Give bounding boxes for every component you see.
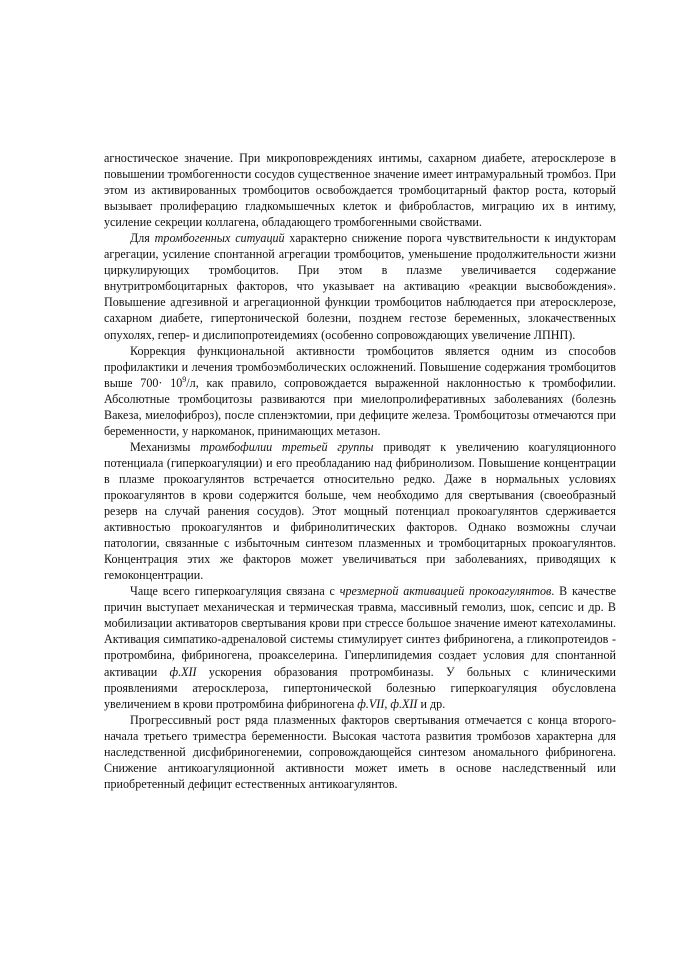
- text-segment: и др.: [417, 696, 446, 711]
- italic-term: тромбофилии третьей группы: [200, 439, 374, 454]
- italic-term: ф.XII: [390, 696, 418, 711]
- italic-term: чрезмерной активацией прокоагулянтов: [339, 584, 552, 599]
- text-segment: . В качестве причин выступает механическая и термическая травма, массивный гемолиз, шок, сепсис и др. В мобилизации активаторов свертывания крови при стрессе большое значение имеют катехоламины. Активация симпатико-адреналовой системы стимулирует синтез фибриногена, а гликопротеидов - протромбина, фибриногена, проакселерина. Гиперлипидемия создает условия для спонтанной активации: [104, 584, 616, 679]
- paragraph-4: [104, 439, 616, 583]
- superscript: 9: [182, 374, 187, 384]
- text-segment: ускорения образования протромбиназы. У больных с клиническими проявлениями атеросклероза, гипертонической болезнью гиперкоагуляция обусловлена увеличением в крови протромбина фибриногена: [104, 664, 617, 711]
- text-segment: Коррекция функциональной активности тромбоцитов является одним из способов профилактики и лечения тромбоэмболических осложнений. Повышение содержания тромбоцитов выше 700· 10: [104, 343, 616, 390]
- text-segment: Для: [130, 231, 155, 246]
- paragraph-1: [104, 150, 616, 230]
- text-segment: характерно снижение порога чувствительности к индукторам агрегации, усиление спонтанной агрегации тромбоцитов, уменьшение продолжительности жизни циркулирующих тромбоцитов. При этом в плазме увеличивается содержание внутритромбоцитарных факторов, что указывает на активацию «реакции высвобождения». Повышение адгезивной и агрегационной функции тромбоцитов наблюдается при атеросклерозе, сахарном диабете, гипертонической болезни, позднем гестозе беременных, злокачественных опухолях, гепер- и дислипопротеидемиях (особенно сопровождающих увеличение ЛПНП).: [104, 231, 617, 342]
- text-segment: /л, как правило, сопровождается выраженной наклонностью к тромбофилии. Абсолютные тромбоцитозы развиваются при миелопролиферативных заболеваниях (болезнь Вакеза, миелофиброз), после спленэктомии, при дефиците железа. Тромбоцитозы отмечаются при беременности, у наркоманок, принимающих метазон.: [104, 375, 616, 438]
- italic-term: ф.XII: [169, 664, 197, 679]
- text-segment: ,: [384, 696, 391, 711]
- paragraph-5: [104, 583, 616, 711]
- italic-term: тромбогенных ситуаций: [154, 231, 285, 246]
- text-segment: агностическое значение. При микроповреждениях интимы, сахарном диабете, атеросклерозе в повышении тромбогенности сосудов существенное значение имеет интрамуральный тромбоз. При этом из активированных тромбоцитов освобождается тромбоцитарный фактор роста, который вызывает пролиферацию гладкомышечных клеток и фибробластов, миграцию их в интиму, усиление секреции коллагена, обладающего тромбогенными свойствами.: [104, 151, 616, 230]
- paragraph-2: [104, 230, 616, 342]
- text-segment: Механизмы: [130, 439, 201, 454]
- paragraph-3: [104, 343, 616, 439]
- paragraph-6: [104, 712, 616, 792]
- italic-term: ф.VII: [357, 696, 385, 711]
- text-segment: Прогрессивный рост ряда плазменных факторов свертывания отмечается с конца второго-начала третьего триместра беременности. Высокая частота развития тромбозов характерна для наследственной дисфибриногенемии, сопровождающейся синтезом аномального фибриногена. Снижение антикоагуляционной активности может иметь в основе наследственный или приобретенный дефицит естественных антикоагулянтов.: [104, 712, 616, 791]
- text-segment: Чаще всего гиперкоагуляция связана с: [130, 584, 340, 599]
- text-segment: приводят к увеличению коагуляционного потенциала (гиперкоагуляции) и его преобладанию над фибринолизом. Повышение концентрации в плазме прокоагулянтов встречается относительно редко. Даже в нормальных условиях прокоагулянтов в крови содержится больше, чем необходимо для свертывания (своеобразный резерв на случай ранения сосудов). Этот мощный потенциал прокоагулянтов сдерживается активностью прокоагулянтов и фибринолитических факторов. Однако возможны случаи патологии, связанные с избыточным синтезом плазменных и тромбоцитарных прокоагулянтов. Концентрация этих же факторов может увеличиваться при заболеваниях, приводящих к гемоконцентрации.: [104, 439, 616, 583]
- body-text: [104, 150, 616, 792]
